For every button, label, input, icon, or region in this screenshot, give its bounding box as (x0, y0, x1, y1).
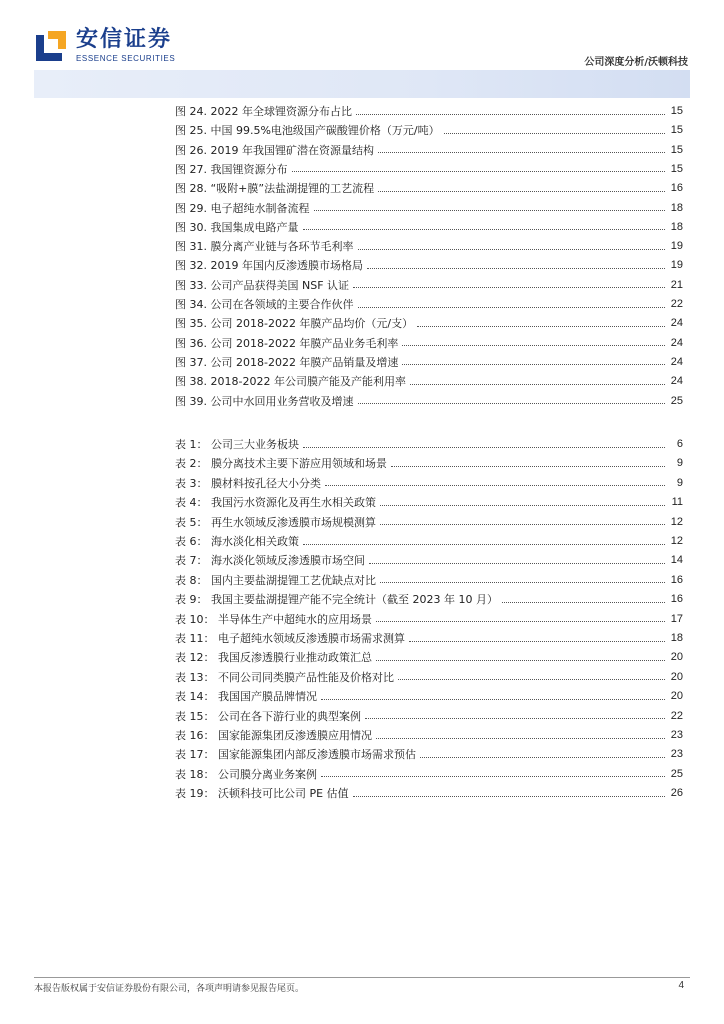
table-entry[interactable] (175, 726, 683, 744)
entry-page-number: 15 (670, 124, 683, 137)
logo-english-name: ESSENCE SECURITIES (76, 54, 176, 63)
table-entry[interactable] (175, 551, 683, 569)
entry-page-number: 23 (670, 748, 683, 761)
entry-page-number: 16 (670, 593, 683, 606)
entry-page-number: 15 (670, 162, 683, 175)
entry-page-number: 18 (670, 220, 683, 233)
dot-leader (380, 572, 665, 583)
report-type-label: 公司深度分析/沃顿科技 (584, 57, 688, 68)
table-entry[interactable] (175, 629, 683, 647)
table-entry[interactable] (175, 707, 683, 725)
dot-leader (402, 335, 665, 346)
entry-page-number: 20 (670, 690, 683, 703)
figure-entry[interactable] (175, 334, 683, 352)
dot-leader (409, 631, 665, 642)
entry-page-number: 14 (670, 554, 683, 567)
figure-entry[interactable] (175, 392, 683, 410)
entry-page-number: 9 (676, 457, 683, 470)
entry-page-number: 22 (670, 298, 683, 310)
dot-leader (358, 393, 666, 404)
dot-leader (314, 200, 666, 211)
entry-page-number: 16 (670, 573, 683, 586)
figure-entry[interactable] (175, 314, 683, 332)
dot-leader (303, 534, 665, 545)
logo-mark-icon (34, 29, 68, 63)
entry-title: 图 33. 公司产品获得美国 NSF 认证 (175, 278, 350, 292)
entry-page-number: 9 (676, 476, 683, 489)
entry-page-number: 18 (670, 201, 683, 214)
entry-page-number: 20 (670, 651, 683, 664)
table-entry[interactable] (175, 571, 683, 589)
dot-leader (378, 142, 665, 153)
table-entry[interactable] (175, 513, 683, 531)
entry-title: 图 25. 中国 99.5%电池级国产碳酸锂价格（万元/吨） (175, 124, 440, 138)
dot-leader (378, 181, 665, 192)
dot-leader (321, 766, 665, 777)
dot-leader (444, 123, 665, 134)
entry-title: 图 35. 公司 2018-2022 年膜产品均价（元/支） (175, 317, 414, 331)
entry-page-number: 25 (670, 394, 683, 407)
table-entry[interactable] (175, 454, 683, 472)
entry-title: 图 28. “吸附+膜”法盐湖提锂的工艺流程 (175, 182, 375, 196)
entry-title: 图 31. 膜分离产业链与各环节毛利率 (175, 240, 354, 254)
entry-title: 图 37. 公司 2018-2022 年膜产品销量及增速 (175, 355, 399, 369)
entry-title: 图 36. 公司 2018-2022 年膜产品业务毛利率 (175, 336, 399, 350)
entry-page-number: 16 (670, 182, 683, 195)
dot-leader (417, 316, 665, 327)
entry-page-number: 15 (670, 105, 683, 117)
entry-page-number: 25 (670, 767, 683, 780)
entry-page-number: 15 (670, 143, 683, 156)
entry-title: 图 29. 电子超纯水制备流程 (175, 201, 310, 215)
page-number: 4 (678, 980, 684, 991)
table-entry[interactable] (175, 784, 683, 802)
entry-title: 图 30. 我国集成电路产量 (175, 220, 299, 234)
dot-leader (353, 277, 665, 288)
logo-chinese-name: 安信证券 (76, 27, 173, 52)
entry-page-number: 19 (670, 259, 683, 272)
table-entry[interactable] (175, 765, 683, 783)
dot-leader (398, 669, 665, 680)
dot-leader (367, 258, 665, 269)
figure-entry[interactable] (175, 353, 683, 371)
entry-title: 表 4： 我国污水资源化及再生水相关政策 (175, 496, 376, 510)
entry-title: 图 27. 我国锂资源分布 (175, 162, 288, 176)
entry-page-number: 24 (670, 375, 683, 388)
figure-entry[interactable] (175, 141, 683, 159)
table-entry[interactable] (175, 610, 683, 628)
dot-leader (358, 297, 666, 308)
entry-title: 表 6： 海水淡化相关政策 (175, 535, 299, 548)
entry-title: 表 16： 国家能源集团反渗透膜应用情况 (175, 729, 372, 742)
entry-title: 表 17： 国家能源集团内部反渗透膜市场需求预估 (175, 748, 416, 762)
entry-page-number: 17 (670, 612, 683, 625)
figure-entry[interactable] (175, 218, 683, 236)
entry-page-number: 24 (670, 336, 683, 349)
dot-leader (380, 514, 665, 525)
figure-entry[interactable] (175, 295, 683, 313)
entry-title: 表 9： 我国主要盐湖提锂产能不完全统计（截至 2023 年 10 月） (175, 593, 498, 607)
dot-leader (420, 747, 665, 758)
dot-leader (292, 161, 666, 172)
table-entry[interactable] (175, 474, 683, 492)
table-entry[interactable] (175, 532, 683, 550)
entry-title: 图 32. 2019 年国内反渗透膜市场格局 (175, 259, 363, 273)
footer-disclaimer: 本报告版权属于安信证券股份有限公司，各项声明请参见报告尾页。 (34, 984, 305, 994)
entry-page-number: 24 (670, 317, 683, 330)
dot-leader (325, 475, 665, 486)
table-entry[interactable] (175, 687, 683, 705)
entry-title: 表 18： 公司膜分离业务案例 (175, 767, 317, 781)
entry-title: 表 10： 半导体生产中超纯水的应用场景 (175, 612, 372, 626)
header-band (34, 70, 690, 98)
entry-title: 图 24. 2022 年全球锂资源分布占比 (175, 105, 352, 118)
entry-page-number: 18 (670, 632, 683, 644)
entry-page-number: 24 (670, 355, 683, 368)
dot-leader (410, 374, 665, 385)
figure-entry[interactable] (175, 256, 683, 274)
entry-title: 图 38. 2018-2022 年公司膜产能及产能利用率 (175, 375, 406, 389)
entry-title: 表 3： 膜材料按孔径大小分类 (175, 476, 321, 490)
figure-entry[interactable] (175, 102, 683, 120)
entry-title: 图 39. 公司中水回用业务营收及增速 (175, 394, 354, 408)
entry-page-number: 26 (670, 787, 683, 800)
dot-leader (356, 104, 665, 115)
essence-securities-logo (34, 28, 175, 63)
figure-entry[interactable] (175, 179, 683, 197)
entry-page-number: 12 (670, 535, 683, 547)
table-entry[interactable] (175, 745, 683, 763)
entry-title: 表 5： 再生水领域反渗透膜市场规模测算 (175, 515, 376, 529)
entry-page-number: 11 (671, 496, 683, 509)
entry-page-number: 20 (670, 670, 683, 683)
entry-page-number: 22 (670, 709, 683, 722)
dot-leader (402, 354, 665, 365)
entry-title: 图 26. 2019 年我国锂矿潜在资源量结构 (175, 143, 374, 157)
dot-leader (502, 592, 665, 603)
figure-entry[interactable] (175, 199, 683, 217)
entry-title: 表 2： 膜分离技术主要下游应用领域和场景 (175, 457, 387, 471)
dot-leader (380, 495, 665, 506)
dot-leader (321, 689, 665, 700)
table-entry[interactable] (175, 493, 683, 511)
dot-leader (303, 219, 666, 230)
dot-leader (391, 456, 665, 467)
figure-entry[interactable] (175, 237, 683, 255)
dot-leader (353, 786, 665, 797)
table-entry[interactable] (175, 648, 683, 666)
entry-title: 表 19： 沃顿科技可比公司 PE 估值 (175, 787, 349, 801)
dot-leader (358, 239, 666, 250)
entry-title: 表 7： 海水淡化领域反渗透膜市场空间 (175, 554, 365, 568)
dot-leader (376, 611, 665, 622)
entry-title: 图 34. 公司在各领域的主要合作伙伴 (175, 298, 354, 311)
page-header (0, 0, 724, 100)
entry-page-number: 23 (670, 729, 683, 741)
figure-entry[interactable] (175, 276, 683, 294)
dot-leader (376, 650, 665, 661)
entry-title: 表 13： 不同公司同类膜产品性能及价格对比 (175, 670, 394, 684)
dot-leader (369, 553, 665, 564)
dot-leader (376, 728, 665, 739)
figure-entry[interactable] (175, 372, 683, 390)
entry-title: 表 8： 国内主要盐湖提锂工艺优缺点对比 (175, 573, 376, 587)
table-entry[interactable] (175, 590, 683, 608)
dot-leader (303, 437, 665, 448)
entry-page-number: 19 (670, 240, 683, 253)
table-entry[interactable] (175, 435, 683, 453)
table-entry[interactable] (175, 668, 683, 686)
dot-leader (365, 708, 665, 719)
entry-title: 表 14： 我国国产膜品牌情况 (175, 690, 317, 704)
entry-title: 表 12： 我国反渗透膜行业推动政策汇总 (175, 651, 372, 665)
figure-entry[interactable] (175, 160, 683, 178)
entry-title: 表 11： 电子超纯水领域反渗透膜市场需求测算 (175, 632, 405, 645)
entry-title: 表 15： 公司在各下游行业的典型案例 (175, 709, 361, 723)
figure-entry[interactable] (175, 121, 683, 139)
entry-page-number: 12 (670, 515, 683, 528)
entry-page-number: 6 (676, 438, 683, 450)
footer-divider (34, 977, 690, 978)
entry-title: 表 1： 公司三大业务板块 (175, 438, 299, 451)
entry-page-number: 21 (670, 278, 683, 291)
